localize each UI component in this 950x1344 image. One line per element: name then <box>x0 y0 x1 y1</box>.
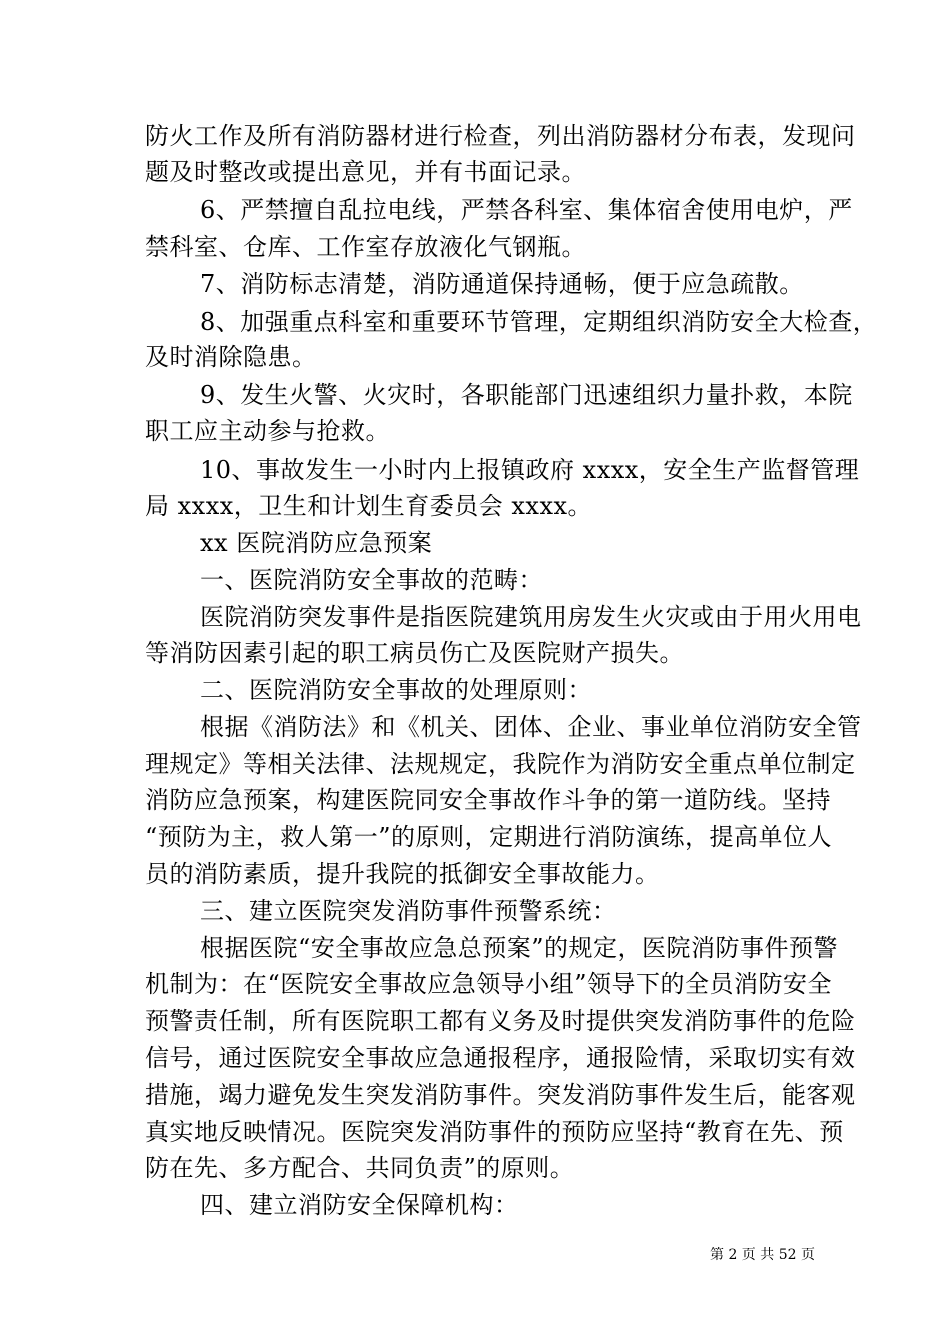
text-line: 根据《消防法》和《机关、团体、企业、事业单位消防安全管 <box>200 713 862 741</box>
text-line: 信号，通过医院安全事故应急通报程序，通报险情，采取切实有效 <box>145 1044 856 1072</box>
text-line: 预警责任制，所有医院职工都有义务及时提供突发消防事件的危险 <box>145 1007 856 1035</box>
section-heading: 二、医院消防安全事故的处理原则： <box>200 676 592 704</box>
text-line: 7、消防标志清楚，消防通道保持通畅，便于应急疏散。 <box>200 270 804 298</box>
text-line: 等消防因素引起的职工病员伤亡及医院财产损失。 <box>145 639 684 667</box>
text-line: 防在先、多方配合、共同负责”的原则。 <box>145 1154 575 1182</box>
text-line: 及时消除隐患。 <box>145 343 317 371</box>
text-line: 6、严禁擅自乱拉电线，严禁各科室、集体宿舍使用电炉，严 <box>200 196 853 224</box>
text-line: “预防为主，救人第一”的原则，定期进行消防演练，提高单位人 <box>145 823 833 851</box>
text-line: 消防应急预案，构建医院同安全事故作斗争的第一道防线。坚持 <box>145 786 831 814</box>
text-line: 职工应主动参与抢救。 <box>145 417 390 445</box>
text-line: 真实地反映情况。医院突发消防事件的预防应坚持“教育在先、预 <box>145 1118 844 1146</box>
text-line: 8、加强重点科室和重要环节管理，定期组织消防安全大检查， <box>200 308 878 336</box>
section-heading: xx 医院消防应急预案 <box>200 529 433 557</box>
section-heading: 三、建立医院突发消防事件预警系统： <box>200 897 617 925</box>
text-line: 理规定》等相关法律、法规规定，我院作为消防安全重点单位制定 <box>145 750 856 778</box>
text-line: 根据医院“安全事故应急总预案”的规定，医院消防事件预警 <box>200 934 839 962</box>
text-line: 局 xxxx，卫生和计划生育委员会 xxxx。 <box>145 492 593 520</box>
text-line: 医院消防突发事件是指医院建筑用房发生火灾或由于用火用电 <box>200 603 862 631</box>
text-line: 10、事故发生一小时内上报镇政府 xxxx，安全生产监督管理 <box>200 456 860 484</box>
text-line: 防火工作及所有消防器材进行检查，列出消防器材分布表，发现问 <box>145 122 856 150</box>
section-heading: 四、建立消防安全保障机构： <box>200 1191 519 1219</box>
text-line: 措施，竭力避免发生突发消防事件。突发消防事件发生后，能客观 <box>145 1081 856 1109</box>
text-line: 员的消防素质，提升我院的抵御安全事故能力。 <box>145 860 660 888</box>
text-line: 禁科室、仓库、工作室存放液化气钢瓶。 <box>145 233 586 261</box>
section-heading: 一、医院消防安全事故的范畴： <box>200 566 543 594</box>
text-line: 题及时整改或提出意见，并有书面记录。 <box>145 158 586 186</box>
page-number: 第 2 页 共 52 页 <box>710 1247 815 1263</box>
text-line: 9、发生火警、火灾时，各职能部门迅速组织力量扑救，本院 <box>200 381 853 409</box>
text-line: 机制为：在“医院安全事故应急领导小组”领导下的全员消防安全 <box>145 970 833 998</box>
